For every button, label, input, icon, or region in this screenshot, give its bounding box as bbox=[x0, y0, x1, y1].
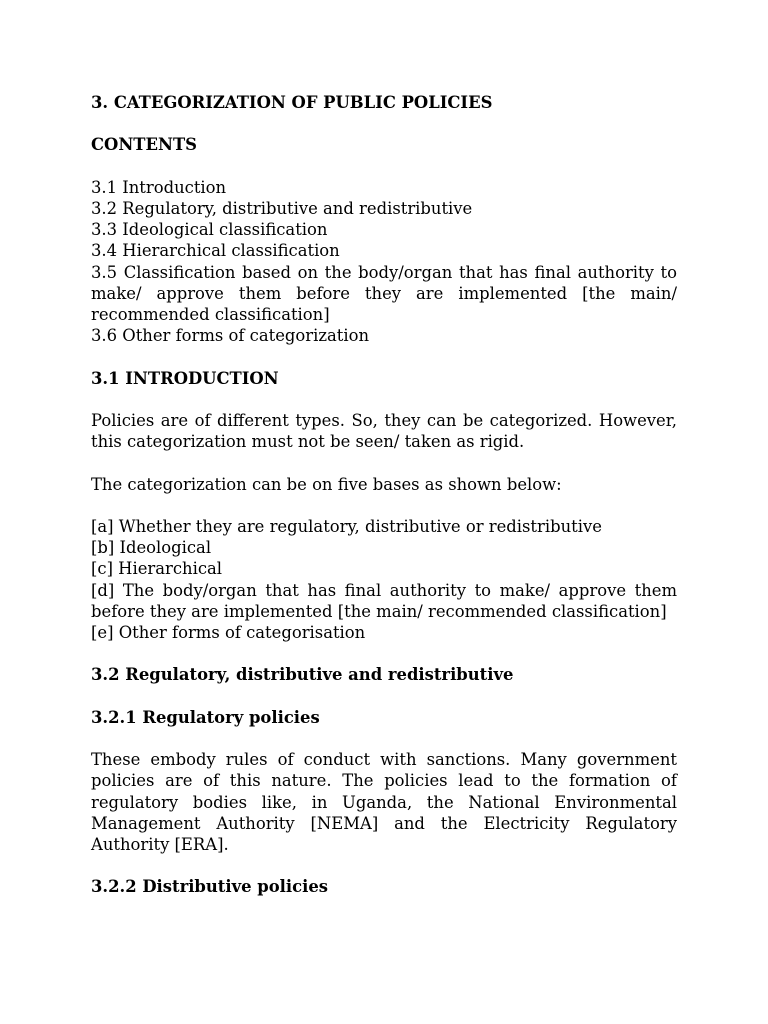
base-item: [d] The body/organ that has final authority to make/ approve them before they are implemented [the main/ recommended classification] bbox=[91, 580, 677, 621]
subsection-heading-regulatory-policies: 3.2.1 Regulatory policies bbox=[91, 707, 320, 727]
base-item: [e] Other forms of categorisation bbox=[91, 622, 366, 642]
section-heading-introduction: 3.1 INTRODUCTION bbox=[91, 368, 279, 388]
section-heading-regulatory: 3.2 Regulatory, distributive and redistributive bbox=[91, 665, 514, 685]
contents-item: 3.1 Introduction bbox=[91, 177, 227, 197]
contents-list bbox=[91, 177, 677, 347]
subsection-heading-distributive-policies: 3.2.2 Distributive policies bbox=[91, 877, 328, 897]
contents-item: 3.6 Other forms of categorization bbox=[91, 326, 370, 346]
regulatory-policies-paragraph: These embody rules of conduct with sanctions. Many government policies are of this nature. The policies lead to the formation of regulatory bodies like, in Uganda, the National Environmental Management Authority [NEMA] and the Electricity Regulatory Authority [ERA]. bbox=[91, 750, 677, 854]
contents-heading: CONTENTS bbox=[91, 135, 198, 155]
categorization-bases-list bbox=[91, 516, 677, 643]
contents-item: 3.3 Ideological classification bbox=[91, 220, 328, 240]
base-item: [b] Ideological bbox=[91, 538, 212, 558]
base-item: [a] Whether they are regulatory, distributive or redistributive bbox=[91, 516, 602, 536]
contents-item: 3.5 Classification based on the body/organ that has final authority to make/ approve them before they are implemented [the main/ recommended classification] bbox=[91, 262, 677, 324]
base-item: [c] Hierarchical bbox=[91, 559, 223, 579]
contents-item: 3.2 Regulatory, distributive and redistributive bbox=[91, 198, 473, 218]
categorization-bases-intro: The categorization can be on five bases as shown below: bbox=[91, 474, 562, 494]
introduction-paragraph: Policies are of different types. So, they can be categorized. However, this categorization must not be seen/ taken as rigid. bbox=[91, 410, 677, 452]
contents-item: 3.4 Hierarchical classification bbox=[91, 241, 340, 261]
document-title: 3. CATEGORIZATION OF PUBLIC POLICIES bbox=[91, 93, 493, 112]
document-page bbox=[91, 92, 677, 898]
